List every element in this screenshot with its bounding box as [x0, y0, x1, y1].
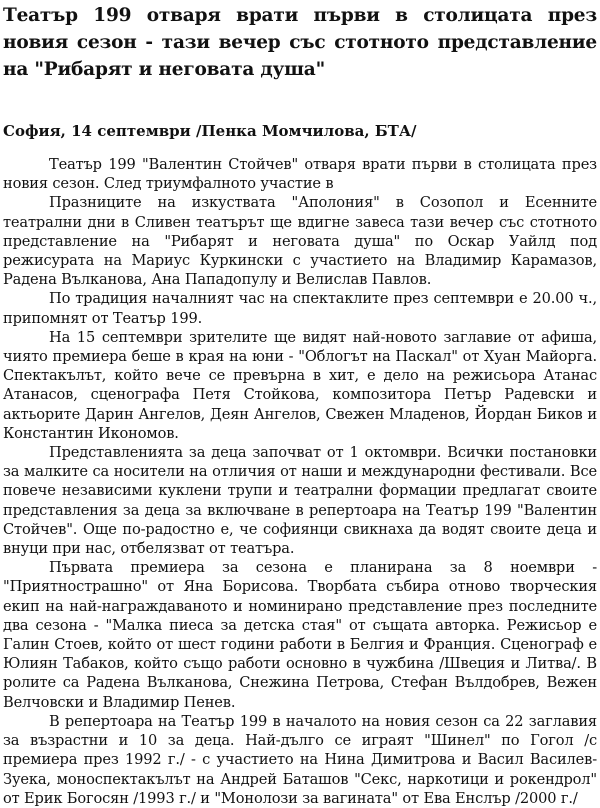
paragraph: В репертоара на Театър 199 в началото на новия сезон са 22 заглавия за възрастни и 10 за деца. Най-дълго се играят "Шинел" по Гогол /с премиера през 1992 г./ - с участието на Нина Димитрова и Васил Василев-Зуека, моноспектакълът на Андрей Баташов "Секс, наркотици и рокендрол" от Ерик Богосян /1993 г./ и "Монолози за вагината" от Ева Енслър /2000 г./	[3, 712, 597, 807]
paragraph: По традиция началният час на спектаклите през септември е 20.00 ч., припомнят от Театър 199.	[3, 290, 597, 327]
paragraph: Театър 199 "Валентин Стойчев" отваря врати първи в столицата през новия сезон. След триумфалното участие в	[3, 156, 597, 193]
article-dateline: София, 14 септември /Пенка Момчилова, БТА/	[3, 122, 417, 140]
article	[3, 2, 597, 808]
paragraph: Празниците на изкуствата "Аполония" в Созопол и Есенните театрални дни в Сливен театърът ще вдигне завеса тази вечер със стотното представление на "Рибарят и неговата душа" по Оскар Уайлд под режисурата на Мариус Куркински с участието на Владимир Карамазов, Радена Вълканова, Ана Пападопулу и Велислав Павлов.	[3, 194, 597, 289]
article-body	[3, 155, 597, 808]
paragraph: Представленията за деца започват от 1 октомври. Всички постановки за малките са носители на отличия от наши и международни фестивали. Все повече независими куклени трупи и театрални формации предлагат своите представления за деца за включване в репертоара на Театър 199 "Валентин Стойчев". Още по-радостно е, че софиянци свикнаха да водят своите деца и внуци при нас, отбелязват от театъра.	[3, 444, 597, 558]
paragraph: На 15 септември зрителите ще видят най-новото заглавие от афиша, чиято премиера беше в края на юни - "Облогът на Паскал" от Хуан Майорга. Спектакълът, който вече се превърна в хит, е дело на режисьора Атанас Атанасов, сценографа Петя Стойкова, композитора Петър Радевски и актьорите Дарин Ангелов, Деян Ангелов, Свежен Младенов, Йордан Биков и Константин Икономов.	[3, 328, 597, 442]
paragraph: Първата премиера за сезона е планирана за 8 ноември - "Приятнострашно" от Яна Борисова. Творбата събира отново творческия екип на най-награждаваното и номинирано представление през последните два сезона - "Малка пиеса за детска стая" от същата авторка. Режисьор е Галин Стоев, който от шест години работи в Белгия и Франция. Сценограф е Юлиян Табаков, който също работи основно в чужбина /Швеция и Литва/. В ролите са Радена Вълканова, Снежина Петрова, Стефан Вълдобрев, Вежен Велчовски и Владимир Пенев.	[3, 559, 597, 711]
article-title: Театър 199 отваря врати първи в столицата през новия сезон - тази вечер със стотното представление на "Рибарят и неговата душа"	[3, 5, 597, 80]
